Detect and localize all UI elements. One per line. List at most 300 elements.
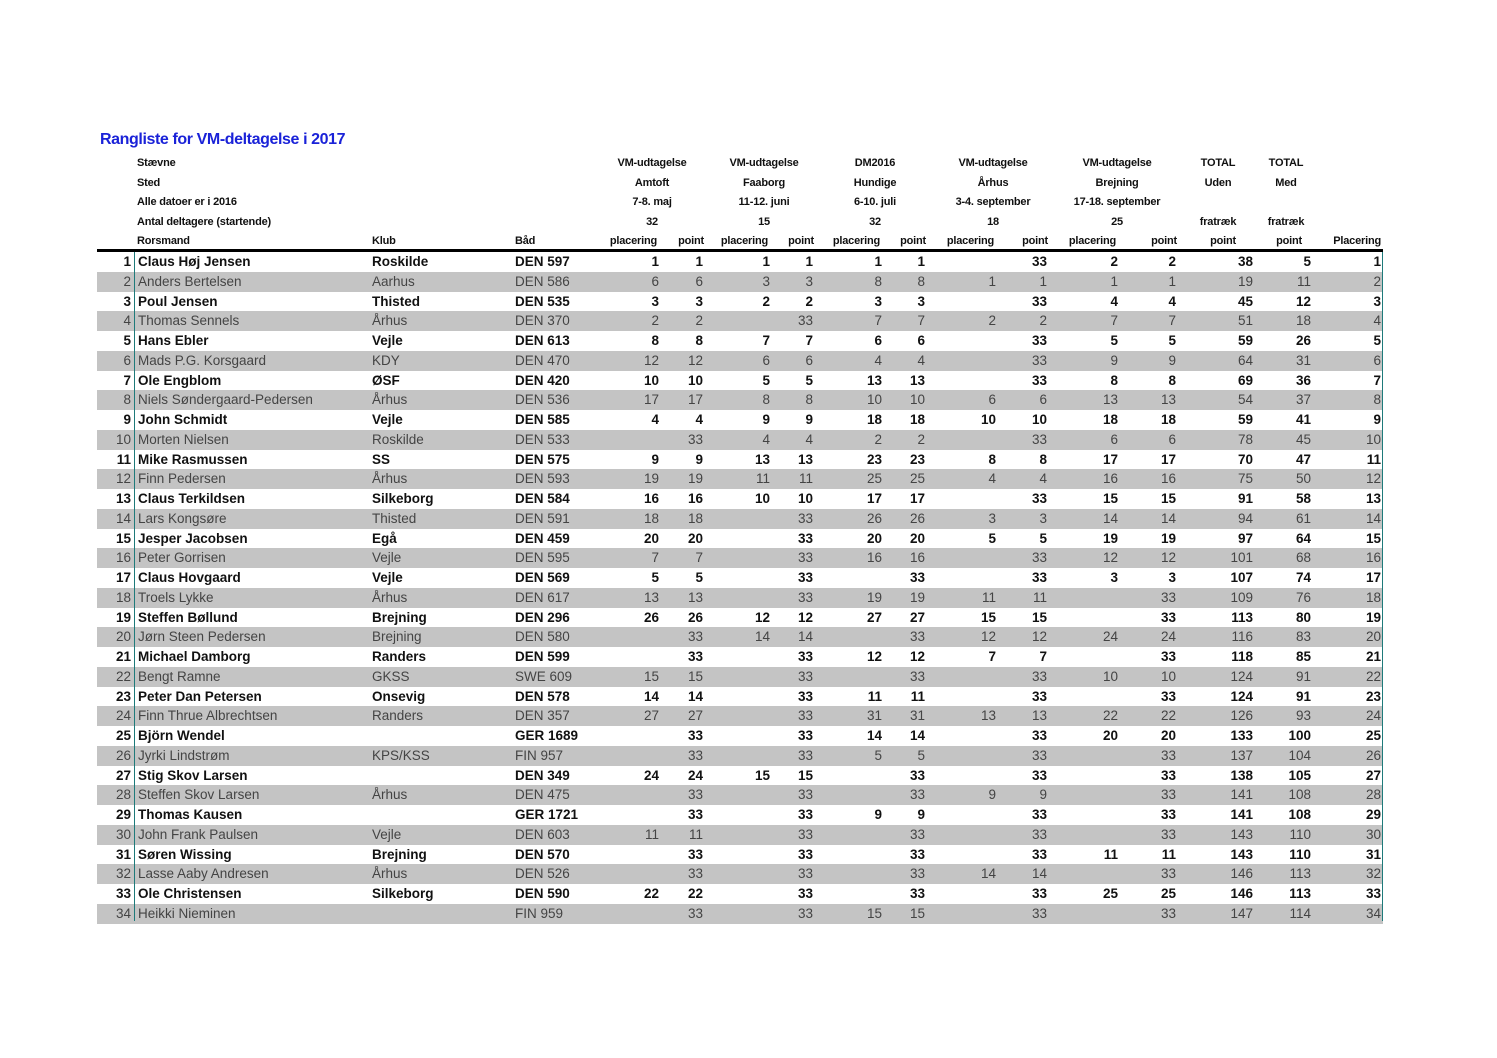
final-placering: 6	[1373, 352, 1381, 368]
event-5-placering: 18	[1102, 412, 1118, 427]
sailor-name: Mike Rasmussen	[138, 451, 248, 467]
rank-number: 17	[115, 570, 131, 585]
table-row	[97, 272, 1383, 292]
sailor-name: Lasse Aaby Andresen	[138, 866, 269, 882]
table-row	[97, 568, 1383, 588]
event-5-point: 5	[1168, 333, 1176, 348]
table-row	[97, 450, 1383, 470]
event-3-point: 7	[917, 313, 925, 329]
total-med-fratraek: 110	[1289, 846, 1311, 862]
event-2-point: 33	[797, 846, 813, 862]
rank-number: 12	[115, 471, 131, 487]
event-2-placering: 2	[762, 293, 770, 309]
rank-number: 5	[123, 333, 131, 348]
boat-number: DEN 370	[515, 313, 570, 329]
event-2-placering: 14	[754, 629, 770, 645]
event-5-placering: 22	[1102, 708, 1118, 724]
total-uden-fratraek: 51	[1237, 313, 1253, 329]
event-1-placering: 20	[643, 530, 659, 546]
table-row	[97, 351, 1383, 371]
event-1-point: 17	[687, 392, 703, 408]
total-med-fratraek: 41	[1295, 412, 1311, 427]
event-3-placering: 26	[866, 510, 882, 526]
boat-number: DEN 475	[515, 787, 570, 803]
sailor-name: Mads P.G. Korsgaard	[138, 352, 267, 368]
col-header-placering-final: Placering	[1333, 235, 1381, 247]
boat-number: DEN 459	[515, 530, 570, 546]
event-1-point: 33	[687, 807, 703, 822]
total-uden-fratraek: 97	[1237, 530, 1253, 546]
event-5-placering: 3	[1110, 570, 1118, 585]
event-4-placering: 3	[988, 510, 996, 526]
table-row	[97, 371, 1383, 391]
event-3-point: 18	[909, 412, 925, 427]
event-2-point: 33	[797, 688, 813, 704]
event-2-point: 13	[797, 451, 813, 467]
total-uden-fratraek: 141	[1230, 787, 1253, 803]
event-3-point: 33	[909, 570, 925, 585]
total-med-fratraek: 5	[1303, 254, 1311, 269]
event-5-point: 33	[1160, 688, 1176, 704]
event-4-point: 14	[1031, 866, 1047, 882]
event-3-placering: 17	[866, 491, 882, 506]
final-placering: 2	[1373, 273, 1381, 289]
event-3-placering: 15	[866, 905, 882, 921]
total-uden-fratraek: 137	[1230, 747, 1253, 763]
final-placering: 34	[1365, 905, 1381, 921]
event-1-point: 5	[695, 570, 703, 585]
event-1-point: 3	[695, 293, 703, 309]
club: Vejle	[372, 550, 402, 566]
total-uden-fratraek: 124	[1230, 688, 1253, 704]
event-2-point: 8	[805, 392, 813, 408]
boat-number: DEN 420	[515, 372, 570, 388]
event-5-placering: 17	[1102, 451, 1118, 467]
col-header-point: point	[900, 235, 926, 247]
event-5-point: 17	[1160, 451, 1176, 467]
event-header-5: Brejning	[1095, 177, 1139, 189]
sailor-name: Finn Pedersen	[138, 471, 226, 487]
col-header-baad: Båd	[515, 235, 536, 247]
sailor-name: Finn Thrue Albrechtsen	[138, 708, 278, 724]
club: Brejning	[372, 846, 427, 862]
event-4-placering: 10	[980, 412, 996, 427]
event-4-point: 9	[1039, 787, 1047, 803]
event-header-4: 18	[987, 216, 999, 228]
final-placering: 10	[1365, 431, 1381, 447]
event-1-point: 33	[687, 728, 703, 743]
boat-number: DEN 585	[515, 412, 570, 427]
event-4-point: 33	[1031, 333, 1047, 348]
event-3-placering: 25	[866, 471, 882, 487]
club: Århus	[372, 392, 408, 408]
event-1-point: 11	[688, 826, 703, 842]
total-med-fratraek: 11	[1296, 273, 1311, 289]
total-uden-fratraek: 143	[1230, 826, 1253, 842]
event-3-placering: 13	[866, 372, 882, 388]
total-med-fratraek: 45	[1295, 431, 1311, 447]
event-5-point: 7	[1168, 313, 1176, 329]
rank-number: 22	[115, 668, 131, 684]
event-5-point: 33	[1160, 787, 1176, 803]
club: Århus	[372, 787, 408, 803]
event-2-placering: 1	[762, 254, 770, 269]
boat-number: DEN 595	[515, 550, 570, 566]
event-1-placering: 11	[644, 826, 659, 842]
table-row	[97, 252, 1383, 272]
event-5-point: 33	[1160, 826, 1176, 842]
event-2-point: 9	[805, 412, 813, 427]
final-placering: 33	[1365, 886, 1381, 901]
event-2-point: 14	[797, 629, 813, 645]
final-placering: 22	[1365, 668, 1381, 684]
final-placering: 15	[1365, 530, 1381, 546]
header-label: Sted	[137, 177, 161, 189]
event-3-point: 12	[909, 649, 925, 664]
club: Roskilde	[372, 431, 424, 447]
event-2-point: 33	[797, 510, 813, 526]
table-row	[97, 548, 1383, 568]
event-3-point: 16	[909, 550, 925, 566]
total-med-fratraek: 31	[1295, 352, 1311, 368]
col-header-point: point	[1151, 235, 1177, 247]
event-1-point: 33	[687, 629, 703, 645]
event-1-point: 33	[687, 787, 703, 803]
event-2-point: 15	[797, 767, 813, 783]
col-header-point: point	[678, 235, 704, 247]
rank-number: 25	[115, 728, 131, 743]
header-label: Antal deltagere (startende)	[137, 216, 271, 228]
event-4-placering: 2	[988, 313, 996, 329]
event-1-point: 20	[687, 530, 703, 546]
event-2-point: 33	[797, 807, 813, 822]
event-5-point: 3	[1168, 570, 1176, 585]
event-2-point: 33	[797, 886, 813, 901]
table-row	[97, 489, 1383, 509]
club: Thisted	[372, 293, 421, 309]
event-header-1: 32	[646, 216, 658, 228]
event-1-point: 1	[695, 254, 703, 269]
event-1-point: 19	[687, 471, 703, 487]
club: ØSF	[372, 372, 400, 388]
event-3-placering: 4	[874, 352, 882, 368]
event-5-placering: 15	[1102, 491, 1118, 506]
club: Thisted	[372, 510, 417, 526]
event-2-point: 4	[805, 431, 813, 447]
page-title: Rangliste for VM-deltagelse i 2017	[100, 131, 346, 148]
boat-number: DEN 597	[515, 254, 570, 269]
event-2-point: 33	[797, 728, 813, 743]
event-4-placering: 9	[988, 787, 996, 803]
event-5-point: 33	[1160, 767, 1176, 783]
event-5-placering: 6	[1110, 431, 1118, 447]
table-row	[97, 430, 1383, 450]
table-row	[97, 726, 1383, 746]
event-3-point: 33	[909, 668, 925, 684]
club: Århus	[372, 313, 408, 329]
event-5-point: 10	[1160, 668, 1176, 684]
event-2-point: 10	[797, 491, 813, 506]
event-5-point: 33	[1160, 905, 1176, 921]
event-4-placering: 13	[980, 708, 996, 724]
event-1-placering: 2	[651, 313, 659, 329]
event-3-point: 5	[917, 747, 925, 763]
event-4-placering: 6	[988, 392, 996, 408]
event-5-placering: 24	[1102, 629, 1118, 645]
boat-number: DEN 599	[515, 649, 570, 664]
event-4-point: 33	[1031, 491, 1047, 506]
event-5-placering: 10	[1102, 668, 1118, 684]
event-5-point: 6	[1168, 431, 1176, 447]
event-4-point: 10	[1031, 412, 1047, 427]
rank-number: 34	[115, 905, 131, 921]
club: SS	[372, 451, 391, 467]
event-4-point: 6	[1039, 392, 1047, 408]
rank-number: 9	[123, 412, 131, 427]
sailor-name: Morten Nielsen	[138, 431, 229, 447]
boat-number: DEN 586	[515, 273, 570, 289]
total-med-fratraek: 37	[1295, 392, 1311, 408]
event-2-point: 33	[797, 747, 813, 763]
event-4-placering: 8	[988, 451, 996, 467]
event-4-point: 33	[1031, 293, 1047, 309]
sailor-name: Jyrki Lindstrøm	[138, 747, 230, 763]
rank-number: 11	[116, 451, 131, 467]
boat-number: DEN 591	[515, 510, 570, 526]
total-uden-fratraek: 78	[1237, 431, 1253, 447]
boat-number: GER 1721	[515, 807, 579, 822]
event-1-point: 33	[687, 747, 703, 763]
total-med-fratraek: 76	[1295, 589, 1311, 605]
event-5-placering: 9	[1110, 352, 1118, 368]
rank-number: 27	[115, 767, 131, 783]
event-1-point: 14	[687, 688, 703, 704]
table-row	[97, 904, 1383, 924]
table-row	[97, 667, 1383, 687]
boat-number: DEN 570	[515, 846, 570, 862]
boat-number: DEN 569	[515, 570, 570, 585]
total-med-fratraek: 80	[1295, 609, 1311, 625]
table-row	[97, 766, 1383, 786]
final-placering: 3	[1373, 293, 1381, 309]
sailor-name: Peter Dan Petersen	[138, 688, 262, 704]
event-1-placering: 1	[651, 254, 659, 269]
rank-number: 3	[123, 293, 131, 309]
event-3-point: 20	[909, 530, 925, 546]
event-2-point: 2	[805, 293, 813, 309]
event-4-placering: 7	[988, 649, 996, 664]
event-5-placering: 7	[1110, 313, 1118, 329]
event-2-placering: 12	[754, 609, 770, 625]
event-3-point: 2	[917, 431, 925, 447]
event-1-point: 33	[687, 866, 703, 882]
sailor-name: Steffen Skov Larsen	[138, 787, 260, 803]
event-2-point: 33	[797, 649, 813, 664]
event-4-point: 33	[1031, 550, 1047, 566]
table-row	[97, 805, 1383, 825]
boat-number: DEN 536	[515, 392, 570, 408]
boat-number: DEN 613	[515, 333, 570, 348]
event-header-3: DM2016	[854, 157, 896, 169]
rank-number: 32	[115, 866, 131, 882]
boat-number: DEN 593	[515, 471, 570, 487]
final-placering: 11	[1366, 451, 1381, 467]
total-uden-fratraek: 141	[1230, 807, 1253, 822]
event-5-placering: 20	[1102, 728, 1118, 743]
event-5-point: 2	[1168, 254, 1176, 269]
event-1-point: 2	[695, 313, 703, 329]
club: Silkeborg	[372, 491, 434, 506]
event-3-point: 27	[909, 609, 925, 625]
event-header-4: 3-4. september	[955, 196, 1031, 208]
total-uden-fratraek: 38	[1237, 254, 1253, 269]
event-4-point: 3	[1039, 510, 1047, 526]
event-3-point: 8	[917, 273, 925, 289]
event-1-placering: 14	[643, 688, 659, 704]
event-3-point: 6	[917, 333, 925, 348]
event-2-placering: 10	[754, 491, 770, 506]
header-label: Alle datoer er i 2016	[137, 196, 237, 208]
total-med-fratraek: 83	[1295, 629, 1311, 645]
sailor-name: Björn Wendel	[138, 728, 225, 743]
event-5-placering: 4	[1110, 293, 1118, 309]
event-1-placering: 22	[643, 886, 659, 901]
sailor-name: Heikki Nieminen	[138, 905, 236, 921]
event-4-point: 33	[1031, 826, 1047, 842]
event-1-placering: 3	[651, 293, 659, 309]
rank-number: 6	[123, 352, 131, 368]
event-5-point: 20	[1160, 728, 1176, 743]
event-3-placering: 11	[867, 688, 882, 704]
event-1-placering: 16	[643, 491, 659, 506]
boat-number: DEN 590	[515, 886, 570, 901]
total-uden-fratraek: 64	[1237, 352, 1253, 368]
event-4-point: 12	[1031, 629, 1047, 645]
event-1-point: 15	[687, 668, 703, 684]
event-1-placering: 26	[643, 609, 659, 625]
event-4-point: 5	[1039, 530, 1047, 546]
boat-number: FIN 957	[515, 747, 564, 763]
event-5-placering: 1	[1110, 273, 1118, 289]
header-label: Stævne	[137, 157, 176, 169]
rank-number: 18	[115, 589, 131, 605]
boat-number: DEN 535	[515, 293, 570, 309]
event-1-placering: 10	[643, 372, 659, 388]
total-med-fratraek: 47	[1295, 451, 1311, 467]
club: Aarhus	[372, 273, 415, 289]
sailor-name: Bengt Ramne	[138, 668, 221, 684]
total-uden-fratraek: 147	[1230, 905, 1253, 921]
total-uden-fratraek: 146	[1230, 866, 1253, 882]
event-2-placering: 4	[762, 431, 770, 447]
event-3-point: 4	[917, 352, 925, 368]
event-2-placering: 7	[762, 333, 770, 348]
club: Vejle	[372, 826, 402, 842]
final-placering: 23	[1365, 688, 1381, 704]
total-uden-fratraek: 101	[1230, 550, 1253, 566]
event-1-placering: 24	[643, 767, 659, 783]
table-row	[97, 864, 1383, 884]
total-uden-fratraek: 54	[1237, 392, 1253, 408]
table-row	[97, 845, 1383, 865]
club: Århus	[372, 471, 408, 487]
event-5-point: 14	[1160, 510, 1176, 526]
column-divider-right	[1382, 252, 1383, 921]
sailor-name: Jørn Steen Pedersen	[138, 629, 266, 645]
event-2-placering: 9	[762, 412, 770, 427]
event-1-placering: 9	[651, 451, 659, 467]
boat-number: DEN 580	[515, 629, 570, 645]
total-med-fratraek: 18	[1295, 313, 1311, 329]
event-3-placering: 6	[874, 333, 882, 348]
event-3-placering: 10	[866, 392, 882, 408]
boat-number: DEN 533	[515, 431, 570, 447]
event-2-placering: 3	[762, 273, 770, 289]
rank-number: 20	[115, 629, 131, 645]
final-placering: 29	[1365, 807, 1381, 822]
col-header-placering: placering	[832, 235, 880, 247]
total-med-fratraek: 74	[1295, 570, 1311, 585]
event-2-point: 33	[797, 787, 813, 803]
table-row	[97, 390, 1383, 410]
event-3-placering: 9	[874, 807, 882, 822]
event-4-point: 33	[1031, 807, 1047, 822]
col-header-point: point	[788, 235, 814, 247]
total-uden-fratraek: 107	[1230, 570, 1253, 585]
club: Randers	[372, 649, 427, 664]
event-2-placering: 5	[762, 372, 770, 388]
club: Brejning	[372, 609, 427, 625]
event-1-placering: 13	[643, 589, 659, 605]
event-4-placering: 1	[988, 273, 996, 289]
event-1-placering: 18	[643, 510, 659, 526]
event-1-point: 6	[695, 273, 703, 289]
event-4-point: 33	[1031, 352, 1047, 368]
event-header-3: 32	[869, 216, 881, 228]
boat-number: DEN 470	[515, 352, 570, 368]
rank-number: 4	[123, 313, 131, 329]
event-3-placering: 23	[866, 451, 882, 467]
event-4-placering: 4	[988, 471, 996, 487]
event-5-point: 19	[1160, 530, 1176, 546]
final-placering: 31	[1365, 846, 1381, 862]
club: GKSS	[372, 668, 410, 684]
total-med-fratraek: 50	[1295, 471, 1311, 487]
event-4-point: 33	[1031, 846, 1047, 862]
event-header-5: 17-18. september	[1073, 196, 1161, 208]
rank-number: 28	[115, 787, 131, 803]
event-header-2: VM-udtagelse	[729, 157, 799, 169]
col-header-placering: placering	[946, 235, 994, 247]
event-4-point: 7	[1039, 649, 1047, 664]
total-med-fratraek: 91	[1295, 688, 1311, 704]
club: Roskilde	[372, 254, 429, 269]
event-1-point: 33	[687, 431, 703, 447]
ranking-table	[97, 252, 1383, 924]
table-row	[97, 588, 1383, 608]
final-placering: 28	[1365, 787, 1381, 803]
total-without-header: Uden	[1204, 177, 1232, 189]
rank-number: 31	[115, 846, 131, 862]
event-2-placering: 8	[762, 392, 770, 408]
event-4-placering: 11	[981, 589, 996, 605]
event-3-point: 15	[909, 905, 925, 921]
event-header-3: 6-10. juli	[853, 196, 897, 208]
event-1-point: 10	[687, 372, 703, 388]
sailor-name: Hans Ebler	[138, 333, 209, 348]
total-uden-fratraek: 113	[1231, 609, 1253, 625]
final-placering: 4	[1373, 313, 1381, 329]
